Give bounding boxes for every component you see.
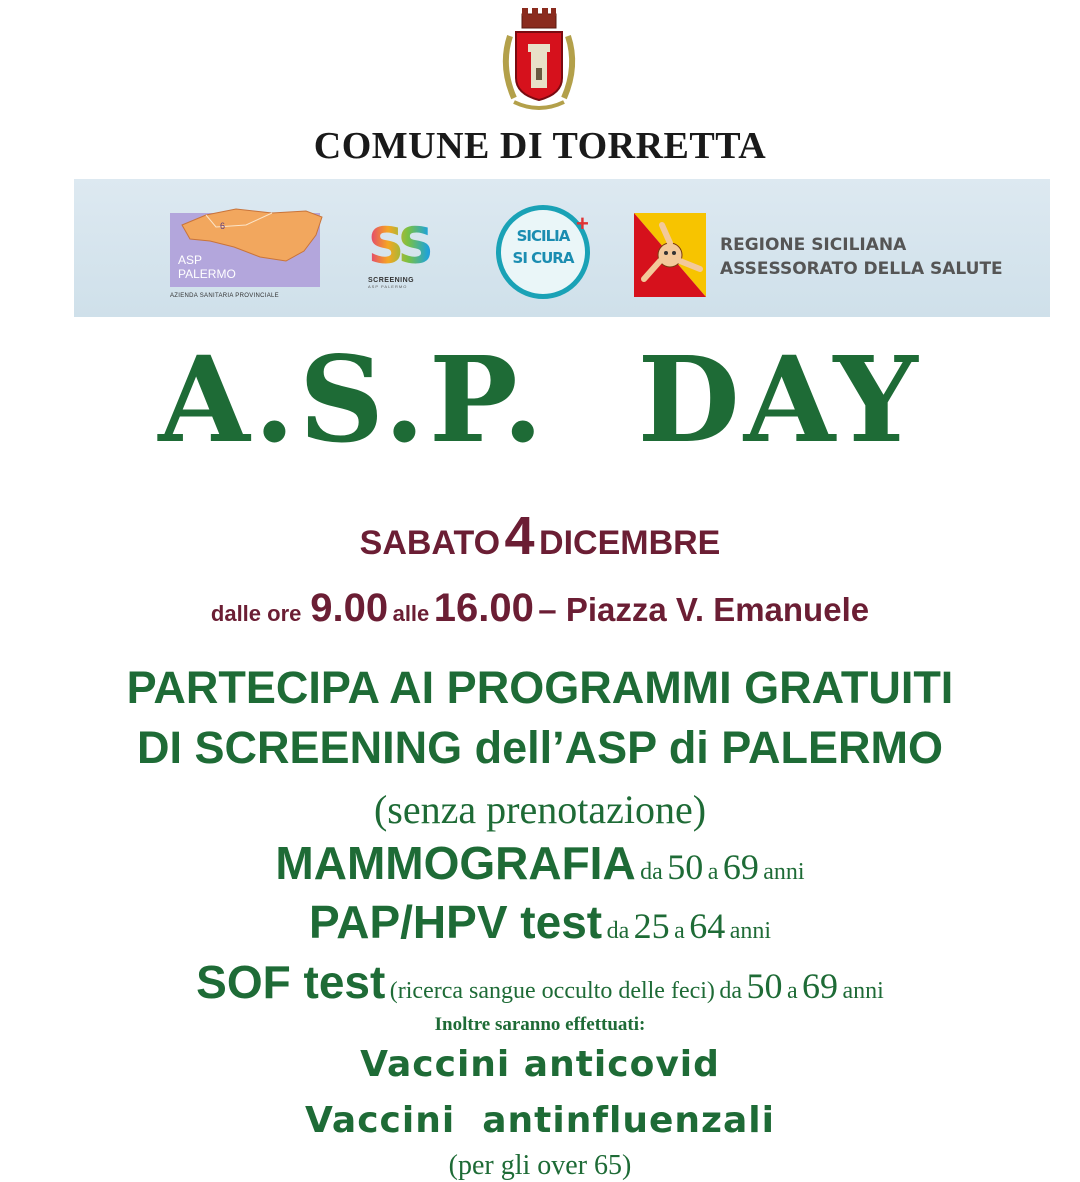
asp-palermo-logo	[170, 205, 328, 305]
vaccine-note: (per gli over 65)	[448, 1150, 632, 1181]
event-location: – Piazza V. Emanuele	[538, 591, 870, 628]
test-name: PAP/HPV test	[308, 896, 603, 948]
screening-logo-text: SCREENING	[368, 277, 415, 284]
sicilia-logo-line1: SICILIA	[516, 227, 570, 245]
to-label: alle	[392, 601, 430, 626]
screening-logo-subtitle: ASP PALERMO	[368, 284, 408, 289]
asp-logo-text: ASP PALERMO	[178, 253, 236, 281]
test-item-mammografia: MAMMOGRAFIA da 50 a 69 anni	[275, 837, 805, 889]
event-month: DICEMBRE	[539, 524, 721, 562]
test-item-pap-hpv: PAP/HPV test da 25 a 64 anni	[308, 896, 772, 948]
end-time: 16.00	[433, 586, 534, 630]
sicilia-si-cura-logo-icon	[496, 205, 596, 301]
programs-heading-line1: PARTECIPA AI PROGRAMMI GRATUITI	[126, 662, 954, 713]
event-date	[0, 505, 1080, 567]
programs-heading-line2: DI SCREENING dell’ASP di PALERMO	[137, 722, 943, 773]
svg-text:6: 6	[220, 221, 226, 231]
red-cross-icon: +	[576, 211, 589, 236]
sicilia-logo-line2: SI CURA	[512, 249, 574, 267]
no-booking-note: (senza prenotazione)	[373, 787, 707, 832]
partner-logos-banner	[74, 179, 1050, 317]
page-title: COMUNE DI TORRETTA	[313, 125, 767, 167]
trinacria-flag-icon	[634, 213, 706, 297]
test-detail: (ricerca sangue occulto delle feci)	[389, 978, 715, 1004]
start-time: 9.00	[310, 586, 389, 630]
event-title: A.S.P. DAY	[158, 330, 922, 469]
extra-intro: Inoltre saranno effettuati:	[434, 1014, 646, 1035]
from-label: dalle ore	[210, 601, 302, 626]
event-time-location	[0, 586, 1080, 631]
event-day-name: SABATO	[359, 524, 501, 562]
vaccine-antinfluenzali: Vaccini antinfluenzali	[305, 1100, 775, 1141]
regione-siciliana-text: REGIONE SICILIANA ASSESSORATO DELLA SALUTE	[720, 235, 1003, 279]
screening-logo-icon: SS SCREENING ASP PALERMO	[368, 221, 448, 301]
test-name: MAMMOGRAFIA	[275, 837, 636, 889]
torretta-crest-icon	[496, 6, 582, 116]
event-day-number: 4	[504, 506, 535, 566]
test-name: SOF test	[196, 956, 386, 1008]
test-item-sof: SOF test (ricerca sangue occulto delle feci) da 50 a 69 anni	[196, 956, 884, 1008]
vaccine-anticovid: Vaccini anticovid	[360, 1044, 720, 1085]
asp-logo-subtitle: AZIENDA SANITARIA PROVINCIALE	[170, 293, 279, 299]
